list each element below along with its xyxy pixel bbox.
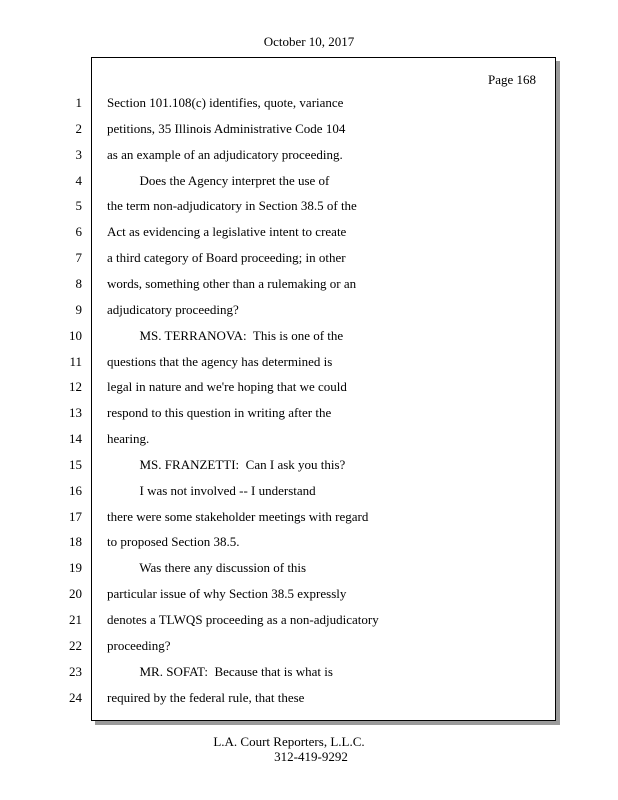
line-text: questions that the agency has determined is [107,354,333,369]
line-number: 22 [69,638,82,653]
line-text: a third category of Board proceeding; in other [107,250,346,265]
line-text: the term non-adjudicatory in Section 38.5 of the [107,198,357,213]
line-number: 15 [69,457,82,472]
line-number: 8 [75,276,82,291]
line-text: legal in nature and we're hoping that we could [107,379,347,394]
line-number: 21 [69,612,82,627]
line-text: to proposed Section 38.5. [107,534,240,549]
line-text: particular issue of why Section 38.5 expressly [107,586,347,601]
line-text: Was there any discussion of this [107,560,307,575]
footer-company: L.A. Court Reporters, L.L.C. [213,734,365,749]
line-number: 11 [69,354,82,369]
line-number: 18 [69,534,82,549]
line-number: 23 [69,664,82,679]
line-number: 13 [69,405,82,420]
line-number: 24 [69,690,82,705]
line-number: 14 [69,431,82,446]
line-number: 6 [75,224,82,239]
line-text: I was not involved -- I understand [107,483,316,498]
line-number: 1 [75,95,82,110]
line-number: 12 [69,379,82,394]
line-text: Act as evidencing a legislative intent to create [107,224,347,239]
page-number: Page 168 [487,72,536,87]
line-text: Section 101.108(c) identifies, quote, variance [107,95,344,110]
line-number: 10 [69,328,82,343]
line-number: 9 [75,302,82,317]
line-text: MS. FRANZETTI: Can I ask you this? [107,457,346,472]
line-text: adjudicatory proceeding? [107,302,239,317]
line-text: denotes a TLWQS proceeding as a non-adjudicatory [107,612,379,627]
line-number: 19 [69,560,82,575]
line-text: as an example of an adjudicatory proceeding. [107,147,343,162]
line-text: proceeding? [107,638,171,653]
line-text: hearing. [107,431,150,446]
line-text: MS. TERRANOVA: This is one of the [107,328,344,343]
line-number: 7 [75,250,82,265]
line-number: 5 [75,198,82,213]
line-number: 20 [69,586,82,601]
line-number: 17 [69,509,82,524]
line-number: 4 [75,173,82,188]
line-text: required by the federal rule, that these [107,690,305,705]
line-text: words, something other than a rulemaking or an [107,276,357,291]
line-text: MR. SOFAT: Because that is what is [107,664,333,679]
line-number: 3 [75,147,82,162]
line-number: 16 [69,483,82,498]
line-text: Does the Agency interpret the use of [107,173,330,188]
footer-phone: 312-419-9292 [274,749,348,764]
line-text: respond to this question in writing after the [107,405,332,420]
line-text: there were some stakeholder meetings with regard [107,509,369,524]
header-date: October 10, 2017 [263,34,355,49]
line-text: petitions, 35 Illinois Administrative Code 104 [107,121,346,136]
line-number: 2 [75,121,82,136]
